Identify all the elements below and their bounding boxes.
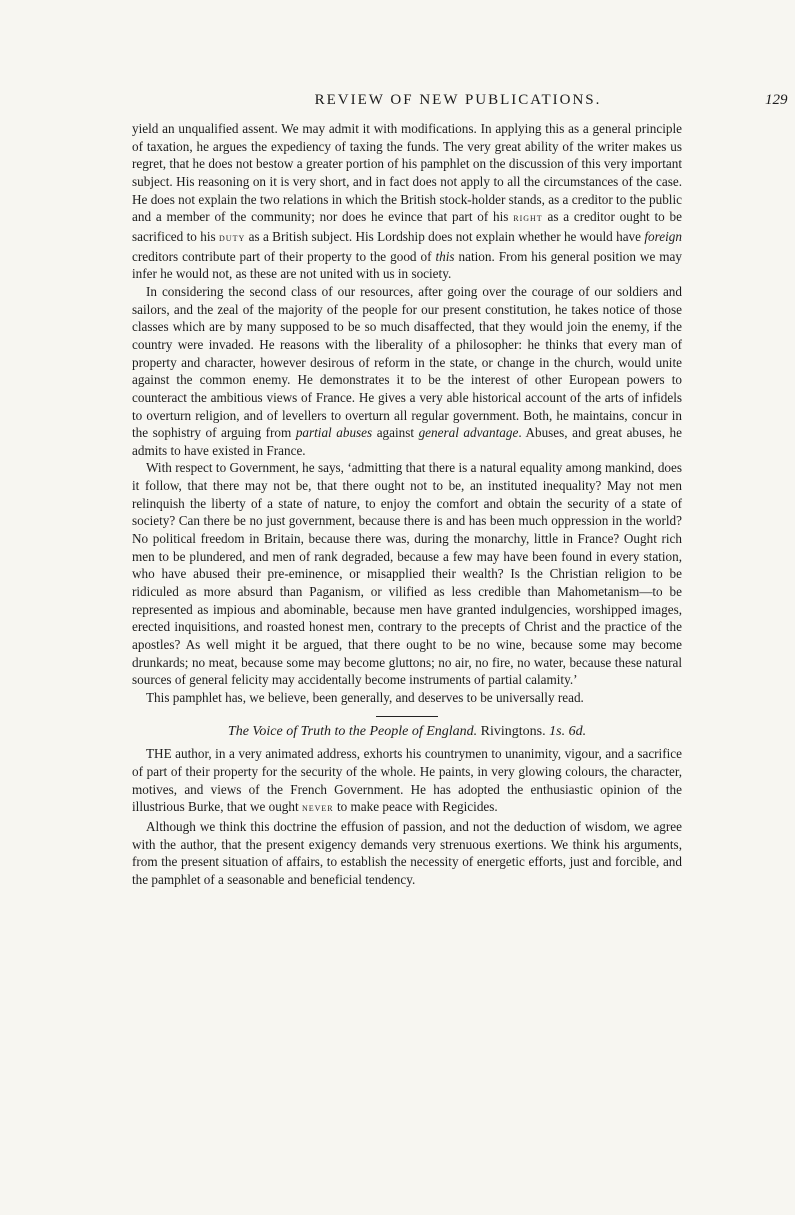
article-body — [132, 120, 682, 889]
emphasis-right: right — [513, 212, 543, 225]
text-run: creditors contribute part of their property to the good of — [132, 248, 436, 264]
text-run: against — [372, 425, 419, 441]
emphasis-partial-abuses: partial abuses — [295, 425, 373, 441]
review1-paragraph-1 — [132, 120, 682, 283]
review1-paragraph-4: This pamphlet has, we believe, been generally, and deserves to be universally read. — [146, 690, 584, 705]
section-divider — [376, 716, 438, 717]
emphasis-foreign: foreign — [644, 228, 682, 244]
text-run: THE author, in a very animated address, exhorts his countrymen to unanimity, vigour, and a sacrifice of part of their property for the security of the whole. He paints, in very glowing colours, the character, motives, and views of the French Government. He has adopted the enthusiastic opinion of the illustrious Burke, that we ought — [132, 746, 682, 815]
running-header: REVIEW OF NEW PUBLICATIONS. — [314, 92, 602, 108]
review2-paragraph-2: Although we think this doctrine the effusion of passion, and not the deduction of wisdom, we agree with the author, that the present exigency demands very strenuous exertions. We think his arguments, from the present situation of affairs, to establish the necessity of energetic efforts, just and forcible, and the pamphlet of a seasonable and beneficial tendency. — [132, 818, 682, 887]
review1-paragraph-2 — [132, 283, 682, 460]
emphasis-this: this — [435, 248, 455, 264]
review2-price: 1s. 6d. — [549, 723, 587, 739]
text-run: to make peace with Regicides. — [333, 799, 498, 815]
text-run: nation. From his general position we may infer he would not, as these are not united with us in society. — [132, 248, 682, 282]
review2-title: The Voice of Truth to the People of England. — [227, 723, 478, 739]
text-run: as a creditor ought to be sacrificed to his — [132, 209, 682, 244]
text-run: as a British subject. His Lordship does not explain whether he would have — [245, 228, 645, 244]
emphasis-never: never — [301, 802, 334, 815]
text-run: . Abuses, and great abuses, he admits to have existed in France. — [132, 425, 683, 458]
text-run: yield an unqualified assent. We may admit it with modifications. In applying this as a general principle of taxation, he argues the expediency of taxing the funds. The very great ability of the writer makes us regret, that he does not bestow a greater portion of his pamphlet on the discussion of this very important subject. His reasoning on it is very short, and in fact does not apply to all the circumstances of the case. He does not explain the two relations in which the British stock-holder stands, as a creditor to the public and a member of the community; nor does he evince that part of his — [132, 121, 682, 225]
review1-paragraph-3: With respect to Government, he says, ‘admitting that there is a natural equality among mankind, does it follow, that there may not be, that there ought not to be, an instituted inequality? May not men relinquish the liberty of a state of nature, to enjoy the comfort and obtain the security of a state of society? Can there be no just government, because there is and has been much oppression in the world? No political freedom in Britain, because there was, during the monarchy, little in France? Ought rich men to be plundered, and men of rank degraded, because a few may have been found in every station, who have abused their pre-eminence, or misapplied their wealth? Is the Christian religion to be ridiculed as more absurd than Paganism, or vilified as less credible than Mahometanism—to be represented as impious and abominable, because men have granted indulgencies, worshipped images, erected inquisitions, and roasted honest men, contrary to the precepts of Christ and the practice of the apostles? As well might it be argued, that there ought to be no wine, because some may become drunkards; no meat, because some may become gluttons; no air, no fire, no water, because these natural sources of general felicity may accidentally become instruments of partial calamity.’ — [132, 460, 682, 688]
review2-paragraph-1 — [132, 745, 682, 818]
review2-publisher: Rivingtons. — [480, 723, 546, 739]
review2-heading — [132, 723, 682, 741]
emphasis-general-advantage: general advantage — [418, 425, 519, 441]
emphasis-duty: duty — [219, 231, 246, 244]
text-run: In considering the second class of our resources, after going over the courage of our soldiers and sailors, and the zeal of the majority of the people for our present constitution, he takes notice of those classes which are by many supposed to be so much disaffected, that they would join the enemy, if the country were invaded. He reasons with the liberality of a philosopher: he thinks that every man of property and character, however desirous of reform in the state, or change in the church, would unite against the common enemy. He demonstrates it to be the interest of other European powers to counteract the ambitious views of France. He gives a very able historical account of the arts of infidels to overturn religion, and of levellers to overturn all regular government. Both, he maintains, concur in the sophistry of arguing from — [132, 283, 682, 441]
page-number: 129 — [765, 92, 788, 108]
